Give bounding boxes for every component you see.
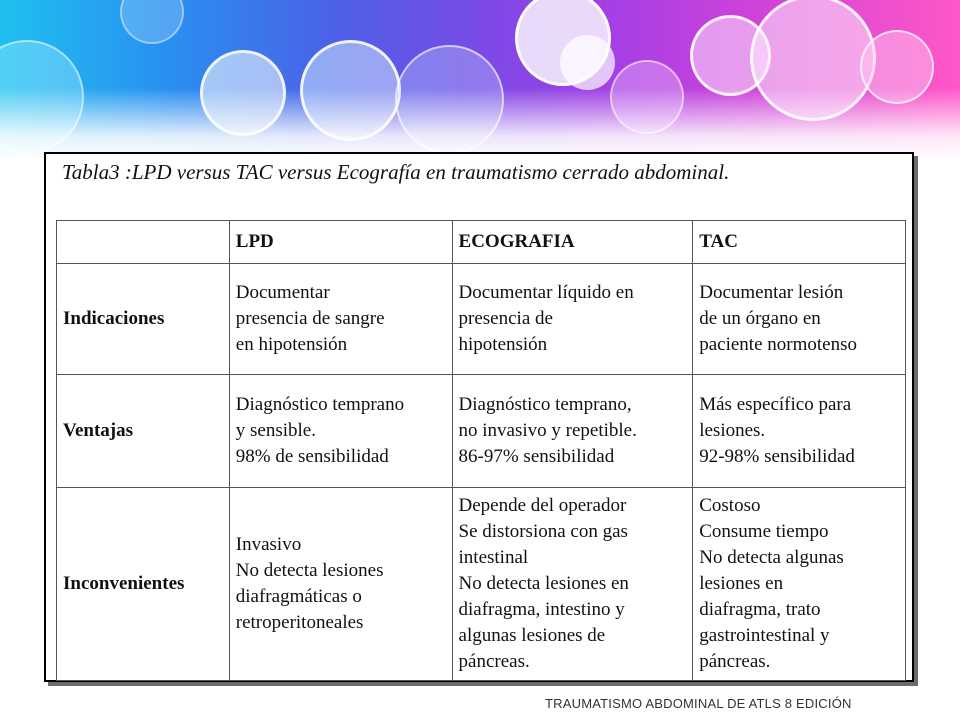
row-label-inconvenientes: Inconvenientes bbox=[57, 488, 230, 681]
row-label-ventajas: Ventajas bbox=[57, 375, 230, 488]
header-cell-lpd: LPD bbox=[229, 221, 452, 264]
cell-indicaciones-ecografia: Documentar líquido en presencia de hipotensión bbox=[452, 264, 693, 375]
table-row bbox=[57, 488, 906, 681]
decorative-bubble-banner bbox=[0, 0, 960, 160]
header-cell-ecografia: ECOGRAFIA bbox=[452, 221, 693, 264]
header-cell-tac: TAC bbox=[693, 221, 906, 264]
cell-ventajas-tac: Más específico para lesiones. 92-98% sensibilidad bbox=[693, 375, 906, 488]
cell-indicaciones-tac: Documentar lesión de un órgano en paciente normotenso bbox=[693, 264, 906, 375]
cell-ventajas-lpd: Diagnóstico temprano y sensible. 98% de sensibilidad bbox=[229, 375, 452, 488]
table-caption: Tabla3 :LPD versus TAC versus Ecografía en traumatismo cerrado abdominal. bbox=[62, 160, 730, 184]
cell-inconvenientes-ecografia: Depende del operador Se distorsiona con gas intestinal No detecta lesiones en diafragma, intestino y algunas lesiones de páncreas. bbox=[452, 488, 693, 681]
table-row bbox=[57, 375, 906, 488]
cell-indicaciones-lpd: Documentar presencia de sangre en hipotensión bbox=[229, 264, 452, 375]
cell-ventajas-ecografia: Diagnóstico temprano, no invasivo y repetible. 86-97% sensibilidad bbox=[452, 375, 693, 488]
cell-inconvenientes-lpd: Invasivo No detecta lesiones diafragmáticas o retroperitoneales bbox=[229, 488, 452, 681]
comparison-table bbox=[56, 220, 906, 681]
header-cell-empty bbox=[57, 221, 230, 264]
cell-inconvenientes-tac: Costoso Consume tiempo No detecta algunas lesiones en diafragma, trato gastrointestinal y páncreas. bbox=[693, 488, 906, 681]
table-image-frame bbox=[44, 152, 914, 682]
table-row bbox=[57, 264, 906, 375]
row-label-indicaciones: Indicaciones bbox=[57, 264, 230, 375]
table-header-row bbox=[57, 221, 906, 264]
slide-footer-source: TRAUMATISMO ABDOMINAL DE ATLS 8 EDICIÓN bbox=[545, 696, 852, 711]
